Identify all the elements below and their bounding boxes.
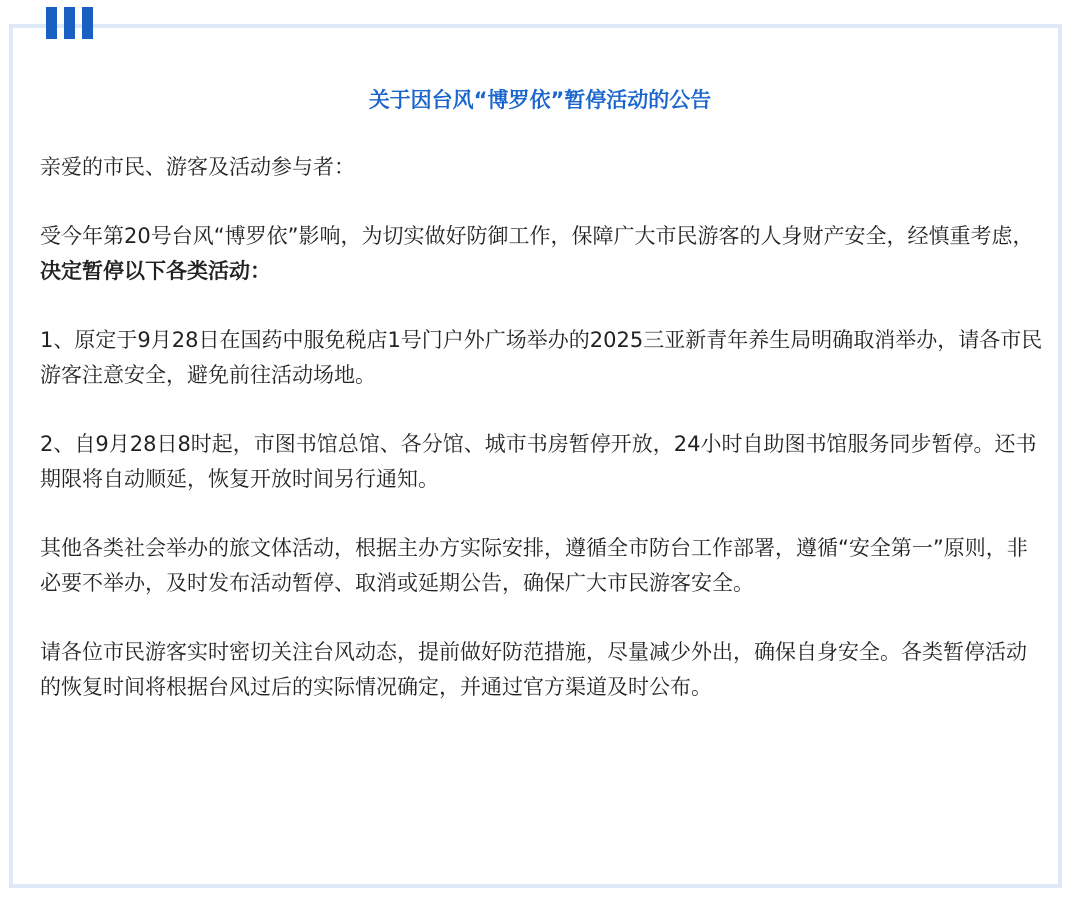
decorative-bar (82, 7, 93, 39)
intro-text: 受今年第20号台风“博罗依”影响，为切实做好防御工作，保障广大市民游客的人身财产安全，经慎重考虑， (40, 224, 1034, 248)
announcement-title: 关于因台风“博罗依”暂停活动的公告 (368, 88, 712, 112)
intro-emphasis: 决定暂停以下各类活动： (40, 259, 271, 283)
item-2-paragraph: 2、自9月28日8时起，市图书馆总馆、各分馆、城市书房暂停开放，24小时自助图书馆服务同步暂停。还书期限将自动顺延，恢复开放时间另行通知。 (40, 432, 1037, 491)
decorative-bar (64, 7, 75, 39)
other-activities-paragraph: 其他各类社会举办的旅文体活动，根据主办方实际安排，遵循全市防台工作部署，遵循“安全第一”原则，非必要不举办，及时发布活动暂停、取消或延期公告，确保广大市民游客安全。 (40, 536, 1028, 595)
decorative-bars (46, 7, 93, 39)
item-1-paragraph: 1、原定于9月28日在国药中服免税店1号门户外广场举办的2025三亚新青年养生局明确取消举办，请各市民游客注意安全，避免前往活动场地。 (40, 328, 1043, 387)
decorative-bar (46, 7, 57, 39)
intro-paragraph (40, 219, 1044, 289)
announcement-body (40, 150, 1044, 739)
greeting: 亲爱的市民、游客及活动参与者： (40, 155, 355, 179)
closing-paragraph: 请各位市民游客实时密切关注台风动态，提前做好防范措施，尽量减少外出，确保自身安全。各类暂停活动的恢复时间将根据台风过后的实际情况确定，并通过官方渠道及时公布。 (40, 640, 1027, 699)
